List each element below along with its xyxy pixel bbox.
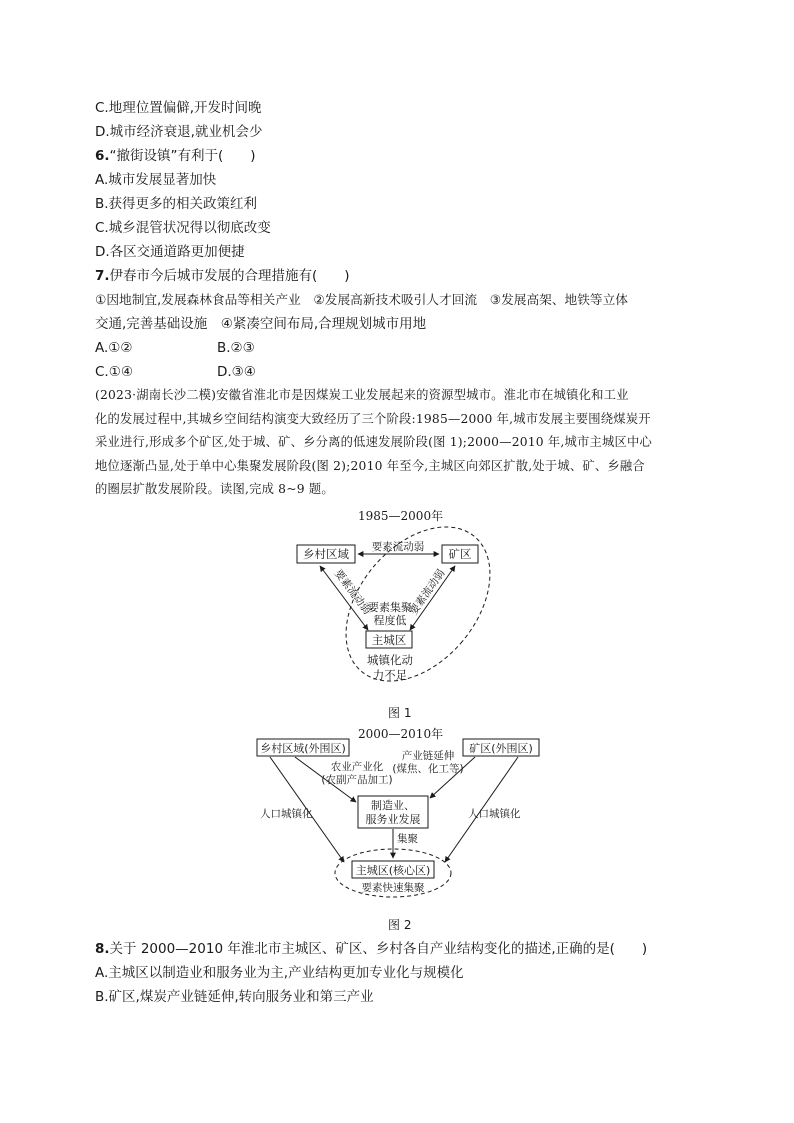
- figure1-center-line1: 要素集聚: [368, 601, 412, 614]
- figure1-diagram: [280, 520, 520, 700]
- passage-line: 地位逐渐凸显,处于单中心集聚发展阶段(图 2);2010 年至今,主城区向郊区扩散,处于城、矿、乡融合: [95, 458, 645, 473]
- passage-line: 采业进行,形成多个矿区,处于城、矿、乡分离的低速发展阶段(图 1);2000—2010 年,城市主城区中心: [95, 435, 652, 450]
- q7-option-a: A.①②: [95, 340, 133, 356]
- q6-stem: [95, 146, 256, 166]
- figure1-center-line2: 程度低: [373, 614, 407, 627]
- q7-number: 7.: [95, 268, 110, 284]
- figure1-flow-top: 要素流动弱: [371, 541, 425, 553]
- q8-option-b: B.矿区,煤炭产业链延伸,转向服务业和第三产业: [95, 989, 374, 1005]
- figure1-bottom-line1: 城镇化动: [367, 653, 413, 667]
- q7-option-d: D.③④: [217, 364, 256, 380]
- q8-option-a: A.主城区以制造业和服务业为主,产业结构更加专业化与规模化: [95, 965, 464, 981]
- q6-option-d: D.各区交通道路更加便捷: [95, 244, 245, 260]
- figure2-agri-line2: (农副产品加工): [321, 774, 393, 786]
- q5-option-d: D.城市经济衰退,就业机会少: [95, 124, 263, 140]
- figure1-caption: 图 1: [388, 706, 412, 720]
- q6-option-c: C.城乡混管状况得以彻底改变: [95, 220, 271, 236]
- figure2-rural-label: 乡村区域(外围区): [260, 742, 346, 755]
- figure2-diagram: [250, 736, 550, 906]
- figure2-center-line1: 制造业、: [371, 799, 415, 812]
- figure2-gather-label: 集聚: [397, 833, 418, 845]
- q7-options-row1: [95, 338, 255, 358]
- figure2-mine-label: 矿区(外围区): [469, 742, 533, 755]
- figure1-flow-right: 要素流动弱: [407, 567, 448, 618]
- q8-number: 8.: [95, 941, 110, 957]
- figure1-mine-label: 矿区: [448, 547, 472, 561]
- q7-stem: [95, 266, 350, 286]
- q7-items-line1: ①因地制宜,发展森林食品等相关产业 ②发展高新技术吸引人才回流 ③发展高架、地铁等立体: [95, 292, 628, 307]
- q7-option-b: B.②③: [217, 340, 255, 356]
- q6-number: 6.: [95, 148, 110, 164]
- q6-stem-text: “撤街设镇”有利于( ): [109, 148, 256, 164]
- passage-line: 化的发展过程中,其城乡空间结构演变大致经历了三个阶段:1985—2000 年,城市发展主要围绕煤炭开: [95, 411, 651, 426]
- figure1-flow-left: 要素流动弱: [331, 567, 373, 617]
- figure1-bottom-line2: 力不足: [372, 668, 408, 682]
- figure2-chain-line1: 产业链延伸: [401, 750, 455, 762]
- q6-option-a: A.城市发展显著加快: [95, 172, 217, 188]
- figure2-left-flow: 人口城镇化: [260, 808, 313, 820]
- q8-stem: [95, 939, 647, 959]
- figure2-main-sub: 要素快速集聚: [361, 882, 425, 894]
- figure1-main-city-label: 主城区: [371, 633, 407, 647]
- q7-stem-text: 伊春市今后城市发展的合理措施有( ): [109, 268, 350, 284]
- q6-option-b: B.获得更多的相关政策红利: [95, 196, 258, 212]
- figure2-agri-line1: 农业产业化: [330, 761, 384, 773]
- q7-option-c: C.①④: [95, 364, 133, 380]
- figure2-chain-line2: (煤焦、化工等): [392, 763, 464, 775]
- passage: [95, 384, 699, 502]
- q8-stem-text: 关于 2000—2010 年淮北市主城区、矿区、乡村各自产业结构变化的描述,正确的是( ): [109, 941, 648, 957]
- q7-items-line2: 交通,完善基础设施 ④紧凑空间布局,合理规划城市用地: [95, 316, 427, 332]
- figure2-title: 2000—2010年: [358, 727, 444, 741]
- figure2-main-city-label: 主城区(核心区): [355, 864, 431, 877]
- q7-options-row2: [95, 362, 256, 382]
- passage-line: (2023·湖南长沙二模)安徽省淮北市是因煤炭工业发展起来的资源型城市。淮北市在城镇化和工业: [95, 388, 629, 402]
- figure1-rural-label: 乡村区域: [303, 547, 349, 561]
- passage-line: 的圈层扩散发展阶段。读图,完成 8~9 题。: [95, 482, 334, 497]
- figure1-title: 1985—2000年: [358, 509, 444, 523]
- figure2-caption: 图 2: [388, 918, 412, 932]
- figure2-right-flow: 人口城镇化: [468, 808, 521, 820]
- figure2-center-line2: 服务业发展: [365, 813, 421, 826]
- q5-option-c: C.地理位置偏僻,开发时间晚: [95, 100, 262, 116]
